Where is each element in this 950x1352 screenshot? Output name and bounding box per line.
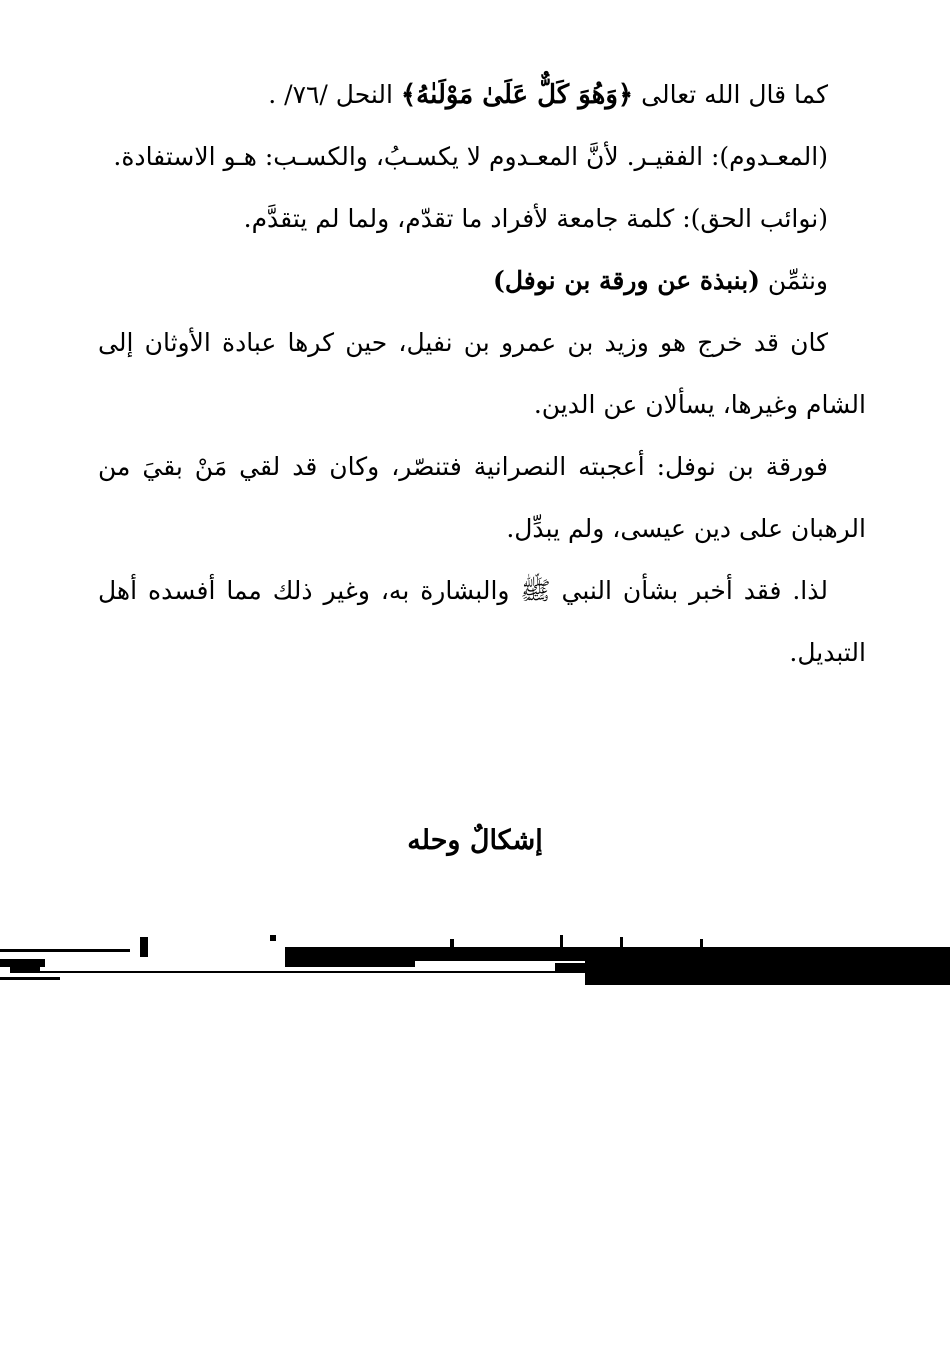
paragraph-journey: كان قد خرج هو وزيد بن عمرو بن نفيل، حين كرها عبادة الأوثان إلى الشام وغيرها، يسألان عن الدين. <box>98 328 866 419</box>
quote-intro: كما قال الله تعالى <box>633 80 828 109</box>
section-heading: إشكالٌ وحله <box>407 825 543 856</box>
body-text <box>98 64 866 684</box>
paragraph-nawaib: (نوائب الحق): كلمة جامعة لأفراد ما تقدّم، ولما لم يتقدَّم. <box>243 204 828 233</box>
scan-artifact-strip <box>0 925 950 985</box>
paragraph-almadum: (المعـدوم): الفقيـر. لأنَّ المعـدوم لا يكسـبُ، والكسـب: هـو الاستفادة. <box>113 142 828 171</box>
bold-subtitle: (بنبذة عن ورقة بن نوفل) <box>493 266 760 295</box>
intro-word: ونثمِّن <box>759 266 828 295</box>
paragraph-intro-waraqa <box>98 250 866 312</box>
paragraph-christianity: فورقة بن نوفل: أعجبته النصرانية فتنصّر، وكان قد لقي مَنْ بقيَ من الرهبان على دين عيسى، ولم يبدِّل. <box>98 452 866 543</box>
paragraph-prophecy: لذا. فقد أخبر بشأن النبي ﷺ والبشارة به، وغير ذلك مما أفسده أهل التبديل. <box>98 576 866 667</box>
quote-reference: النحل /٧٦/ . <box>268 80 401 109</box>
quran-verse: ﴿وَهُوَ كَلٌّ عَلَىٰ مَوْلَىٰهُ﴾ <box>400 80 634 110</box>
paragraph-quran-quote <box>98 64 866 126</box>
